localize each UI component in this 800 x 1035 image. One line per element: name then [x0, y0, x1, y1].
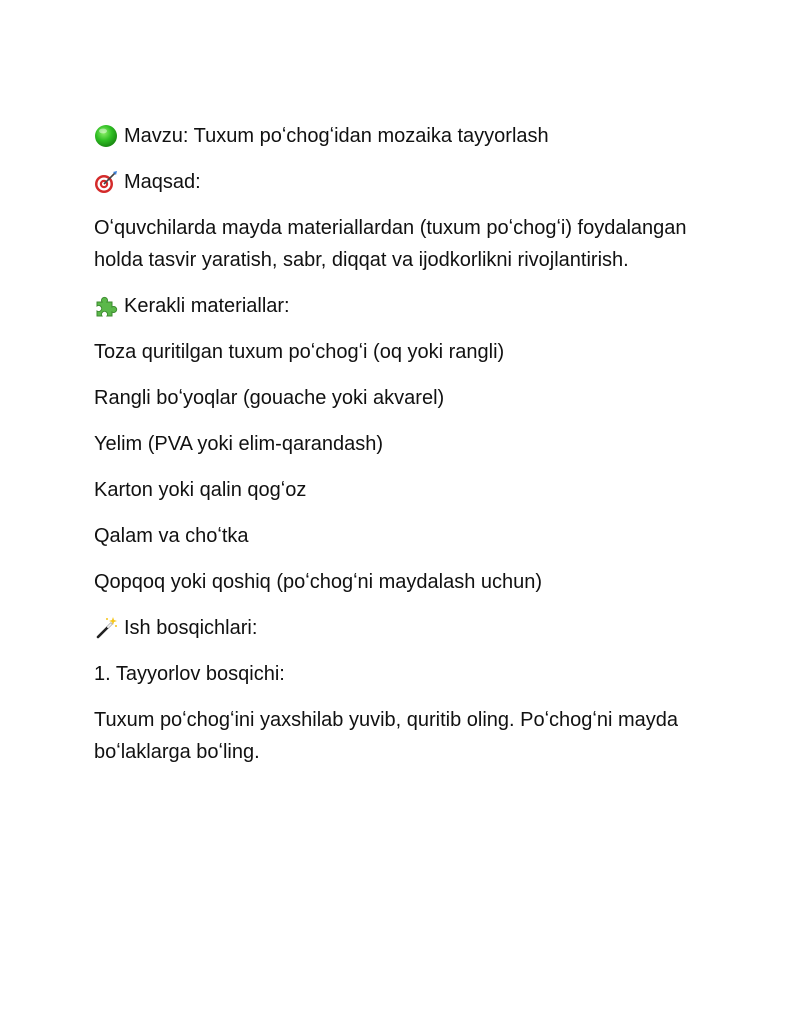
target-dart-icon [94, 170, 118, 194]
goal-heading [94, 166, 704, 198]
puzzle-piece-icon [94, 294, 118, 318]
material-item-2: Rangli boʻyoqlar (gouache yoki akvarel) [94, 387, 445, 409]
document-page [94, 120, 704, 768]
magic-wand-icon [94, 616, 118, 640]
goal-text: Oʻquvchilarda mayda materiallardan (tuxum poʻchogʻi) foydalangan holda tasvir yaratish, sabr, diqqat va ijodkorlikni rivojlantirish. [94, 217, 687, 271]
steps-title: Ish bosqichlari: [124, 617, 258, 639]
goal-title: Maqsad: [124, 171, 201, 193]
materials-heading [94, 290, 704, 322]
material-item-4: Karton yoki qalin qogʻoz [94, 479, 307, 501]
material-item-3: Yelim (PVA yoki elim-qarandash) [94, 433, 384, 455]
material-item-1: Toza quritilgan tuxum poʻchogʻi (oq yoki rangli) [94, 341, 505, 363]
material-item-6: Qopqoq yoki qoshiq (poʻchogʻni maydalash uchun) [94, 571, 543, 593]
step1-title: 1. Tayyorlov bosqichi: [94, 663, 285, 685]
topic-text: Mavzu: Tuxum poʻchogʻidan mozaika tayyorlash [124, 125, 549, 147]
green-circle-icon [94, 124, 118, 148]
material-item-5: Qalam va choʻtka [94, 525, 249, 547]
step1-text: Tuxum poʻchogʻini yaxshilab yuvib, quritib oling. Poʻchogʻni mayda boʻlaklarga boʻling. [94, 709, 679, 763]
steps-heading [94, 612, 704, 644]
topic-heading [94, 120, 704, 152]
materials-title: Kerakli materiallar: [124, 295, 290, 317]
